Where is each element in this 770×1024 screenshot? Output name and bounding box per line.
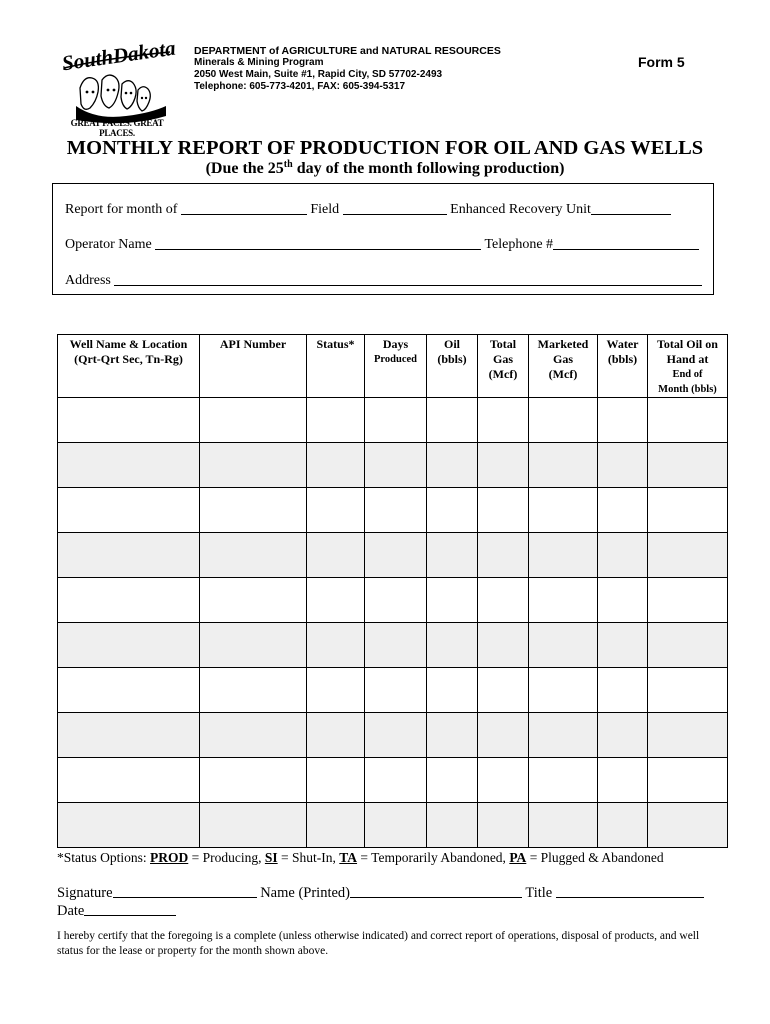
certification-text: I hereby certify that the foregoing is a complete (unless otherwise indicated) and correct report of operations, disposal of products, and well status for the lease or property for the month shown above. xyxy=(57,930,700,957)
table-cell[interactable] xyxy=(427,623,478,668)
column-header-line: Well Name & Location xyxy=(69,337,188,351)
table-row xyxy=(58,443,728,488)
table-cell[interactable] xyxy=(427,488,478,533)
page-subtitle xyxy=(0,159,770,178)
table-cell[interactable] xyxy=(58,668,200,713)
column-header-7 xyxy=(598,335,648,398)
status-text-si: = Shut-In, xyxy=(277,850,340,865)
table-cell[interactable] xyxy=(427,533,478,578)
form-number: Form 5 xyxy=(638,54,685,70)
eru-label: Enhanced Recovery Unit xyxy=(450,202,591,217)
table-cell[interactable] xyxy=(478,713,529,758)
table-cell[interactable] xyxy=(529,623,598,668)
table-cell[interactable] xyxy=(200,443,307,488)
table-cell[interactable] xyxy=(478,533,529,578)
table-cell[interactable] xyxy=(58,803,200,848)
operator-label: Operator Name xyxy=(65,237,152,252)
column-header-5 xyxy=(478,335,529,398)
signature-field[interactable] xyxy=(113,885,257,898)
table-cell[interactable] xyxy=(529,713,598,758)
column-header-line: (Mcf) xyxy=(548,367,578,381)
status-options-note xyxy=(57,850,664,866)
table-cell[interactable] xyxy=(58,488,200,533)
table-cell[interactable] xyxy=(598,488,648,533)
table-cell[interactable] xyxy=(648,668,728,713)
table-cell[interactable] xyxy=(307,668,365,713)
address-field[interactable] xyxy=(114,272,702,286)
department-phone: Telephone: 605-773-4201, FAX: 605-394-5317 xyxy=(194,81,406,92)
status-text-prod: = Producing, xyxy=(188,850,265,865)
field-field[interactable] xyxy=(343,201,447,215)
table-cell[interactable] xyxy=(365,488,427,533)
table-cell[interactable] xyxy=(365,398,427,443)
logo-tagline: GREAT FACES. GREAT PLACES. xyxy=(70,118,164,138)
status-code-si: SI xyxy=(264,850,278,865)
table-cell[interactable] xyxy=(648,533,728,578)
table-cell[interactable] xyxy=(365,623,427,668)
column-header-line: API Number xyxy=(219,337,287,351)
table-row xyxy=(58,533,728,578)
table-cell[interactable] xyxy=(648,443,728,488)
table-cell[interactable] xyxy=(648,758,728,803)
field-label: Field xyxy=(310,202,340,217)
table-cell[interactable] xyxy=(598,803,648,848)
table-cell[interactable] xyxy=(200,533,307,578)
table-cell[interactable] xyxy=(648,488,728,533)
table-cell[interactable] xyxy=(529,443,598,488)
table-cell[interactable] xyxy=(478,398,529,443)
operator-field[interactable] xyxy=(155,236,481,250)
column-header-1 xyxy=(200,335,307,398)
column-header-line: End of xyxy=(672,369,703,380)
table-cell[interactable] xyxy=(648,623,728,668)
table-cell[interactable] xyxy=(598,668,648,713)
date-label: Date xyxy=(57,903,85,919)
table-row xyxy=(58,803,728,848)
subtitle-after: day of the month following production) xyxy=(292,160,565,177)
table-cell[interactable] xyxy=(200,488,307,533)
department-info xyxy=(194,45,501,93)
table-cell[interactable] xyxy=(529,803,598,848)
column-header-line: Oil xyxy=(443,337,460,351)
report-info-box xyxy=(52,183,714,295)
info-line-operator xyxy=(65,236,699,253)
table-cell[interactable] xyxy=(427,758,478,803)
table-cell[interactable] xyxy=(598,533,648,578)
table-cell[interactable] xyxy=(307,623,365,668)
column-header-0 xyxy=(58,335,200,398)
table-cell[interactable] xyxy=(529,758,598,803)
table-cell[interactable] xyxy=(598,443,648,488)
title-label: Title xyxy=(525,885,553,901)
table-cell[interactable] xyxy=(478,488,529,533)
table-cell[interactable] xyxy=(529,578,598,623)
status-code-prod: PROD xyxy=(150,850,189,865)
column-header-line: Total xyxy=(489,337,517,351)
table-cell[interactable] xyxy=(307,533,365,578)
table-row xyxy=(58,668,728,713)
table-cell[interactable] xyxy=(478,623,529,668)
table-header-row xyxy=(58,335,728,398)
table-cell[interactable] xyxy=(200,623,307,668)
table-row xyxy=(58,623,728,668)
table-cell[interactable] xyxy=(427,443,478,488)
table-cell[interactable] xyxy=(307,578,365,623)
table-cell[interactable] xyxy=(58,533,200,578)
column-header-line: Days xyxy=(382,337,409,351)
status-code-pa: PA xyxy=(509,850,527,865)
table-cell[interactable] xyxy=(478,803,529,848)
table-row xyxy=(58,758,728,803)
table-cell[interactable] xyxy=(307,803,365,848)
table-row xyxy=(58,398,728,443)
name-printed-field[interactable] xyxy=(350,885,522,898)
column-header-line: Status* xyxy=(316,337,355,351)
table-cell[interactable] xyxy=(598,398,648,443)
table-cell[interactable] xyxy=(648,578,728,623)
column-header-2 xyxy=(307,335,365,398)
table-cell[interactable] xyxy=(427,578,478,623)
column-header-6 xyxy=(529,335,598,398)
table-cell[interactable] xyxy=(478,443,529,488)
table-cell[interactable] xyxy=(529,488,598,533)
column-header-line: Total Oil on xyxy=(657,337,718,351)
table-cell[interactable] xyxy=(307,443,365,488)
table-cell[interactable] xyxy=(58,443,200,488)
column-header-3 xyxy=(365,335,427,398)
table-cell[interactable] xyxy=(427,803,478,848)
column-header-line: Water xyxy=(606,337,639,351)
column-header-line: Hand at xyxy=(666,352,709,366)
column-header-line: Month (bbls) xyxy=(658,384,717,395)
table-cell[interactable] xyxy=(365,758,427,803)
page-title: MONTHLY REPORT OF PRODUCTION FOR OIL AND GAS WELLS xyxy=(66,137,704,159)
table-cell[interactable] xyxy=(427,398,478,443)
date-field[interactable] xyxy=(84,903,176,916)
department-address: 2050 West Main, Suite #1, Rapid City, SD 57702-2493 xyxy=(194,69,443,80)
table-cell[interactable] xyxy=(478,758,529,803)
column-header-line: Produced xyxy=(374,354,417,365)
department-name: DEPARTMENT of AGRICULTURE and NATURAL RESOURCES xyxy=(194,45,501,57)
status-code-ta: TA xyxy=(339,850,358,865)
table-cell[interactable] xyxy=(648,713,728,758)
column-header-8 xyxy=(648,335,728,398)
program-name: Minerals & Mining Program xyxy=(194,57,324,68)
table-cell[interactable] xyxy=(58,398,200,443)
table-cell[interactable] xyxy=(478,668,529,713)
status-text-ta: = Temporarily Abandoned, xyxy=(357,850,510,865)
signature-line xyxy=(57,885,704,902)
table-cell[interactable] xyxy=(58,623,200,668)
eru-field[interactable] xyxy=(591,201,671,215)
table-body xyxy=(58,398,728,848)
table-cell[interactable] xyxy=(307,758,365,803)
svg-text:®: ® xyxy=(161,109,166,115)
table-cell[interactable] xyxy=(598,578,648,623)
table-cell[interactable] xyxy=(529,398,598,443)
table-cell[interactable] xyxy=(58,758,200,803)
table-cell[interactable] xyxy=(365,533,427,578)
info-line-address xyxy=(65,272,702,289)
title-field[interactable] xyxy=(556,885,704,898)
column-header-line: (bbls) xyxy=(437,352,467,366)
table-cell[interactable] xyxy=(365,443,427,488)
table-row xyxy=(58,578,728,623)
table-cell[interactable] xyxy=(598,758,648,803)
report-month-label: Report for month of xyxy=(65,202,178,217)
table-cell[interactable] xyxy=(200,398,307,443)
table-cell[interactable] xyxy=(478,578,529,623)
table-cell[interactable] xyxy=(529,668,598,713)
status-prefix: *Status Options: xyxy=(57,850,151,865)
column-header-line: Marketed xyxy=(537,337,589,351)
telephone-label: Telephone # xyxy=(484,237,554,252)
table-cell[interactable] xyxy=(365,713,427,758)
table-cell[interactable] xyxy=(307,488,365,533)
table-cell[interactable] xyxy=(365,803,427,848)
column-header-line: Gas xyxy=(492,352,513,366)
subtitle-sup: th xyxy=(283,159,293,170)
table-cell[interactable] xyxy=(200,713,307,758)
table-cell[interactable] xyxy=(307,398,365,443)
table-cell[interactable] xyxy=(200,668,307,713)
table-cell[interactable] xyxy=(58,713,200,758)
report-month-field[interactable] xyxy=(181,201,307,215)
name-printed-label: Name (Printed) xyxy=(260,885,350,901)
subtitle-before: (Due the 25 xyxy=(205,160,284,177)
table-cell[interactable] xyxy=(365,578,427,623)
production-table xyxy=(57,334,728,848)
table-cell[interactable] xyxy=(58,578,200,623)
table-row xyxy=(58,713,728,758)
table-cell[interactable] xyxy=(598,713,648,758)
telephone-field[interactable] xyxy=(553,236,699,250)
column-header-line: (Mcf) xyxy=(488,367,518,381)
address-label: Address xyxy=(65,273,111,288)
table-cell[interactable] xyxy=(529,533,598,578)
table-cell[interactable] xyxy=(365,668,427,713)
table-cell[interactable] xyxy=(648,398,728,443)
table-cell[interactable] xyxy=(200,803,307,848)
table-cell[interactable] xyxy=(598,623,648,668)
table-cell[interactable] xyxy=(200,758,307,803)
column-header-line: Gas xyxy=(552,352,573,366)
info-line-month xyxy=(65,201,671,218)
column-header-line: (Qrt-Qrt Sec, Tn-Rg) xyxy=(74,352,183,366)
table-cell[interactable] xyxy=(427,713,478,758)
status-text-pa: = Plugged & Abandoned xyxy=(526,850,664,865)
table-cell[interactable] xyxy=(307,713,365,758)
signature-label: Signature xyxy=(57,885,113,901)
table-cell[interactable] xyxy=(648,803,728,848)
table-cell[interactable] xyxy=(427,668,478,713)
table-cell[interactable] xyxy=(200,578,307,623)
column-header-line: (bbls) xyxy=(607,352,638,366)
svg-text:SouthDakota: SouthDakota xyxy=(60,40,176,76)
table-row xyxy=(58,488,728,533)
column-header-4 xyxy=(427,335,478,398)
date-line xyxy=(57,903,176,920)
